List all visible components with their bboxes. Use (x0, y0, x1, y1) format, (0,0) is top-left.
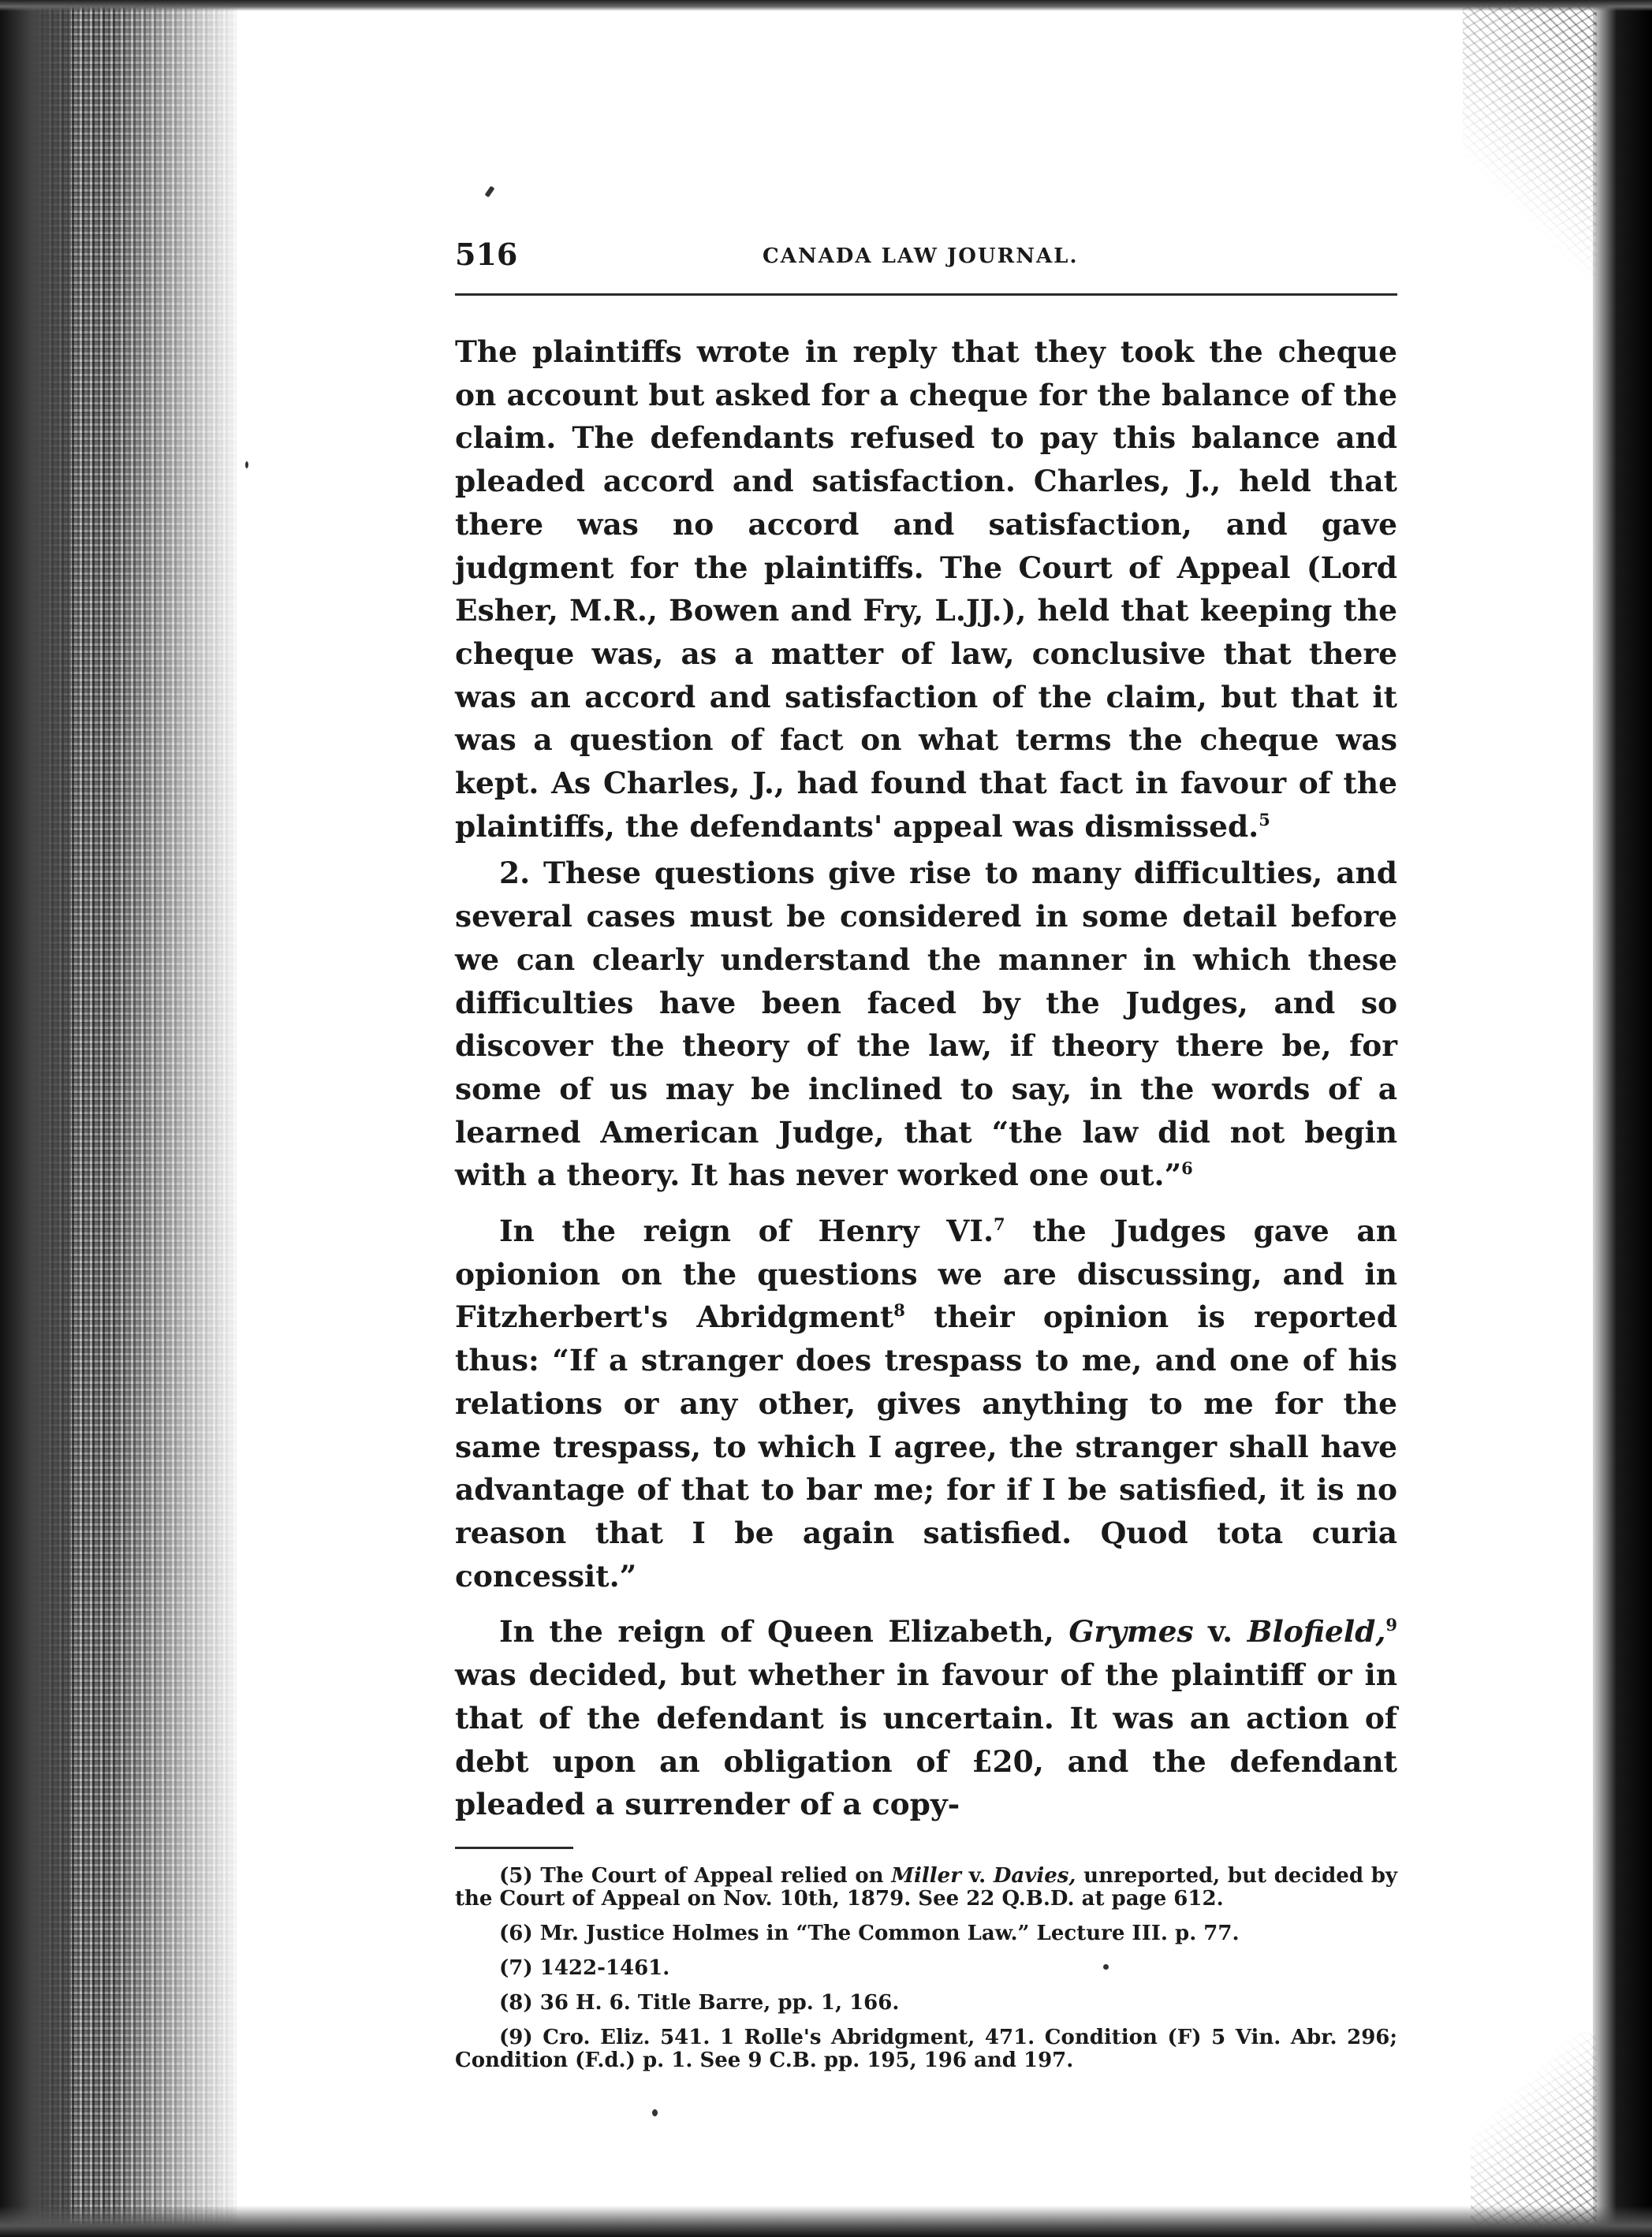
case-name: Miller (891, 1863, 961, 1888)
footnotes (455, 1865, 1397, 2072)
case-name: Davies, (993, 1863, 1076, 1888)
stray-dot (245, 461, 248, 468)
stray-mark (485, 186, 495, 198)
body-text (455, 330, 1397, 1826)
paragraph-text: In the reign of Queen Elizabeth, (499, 1614, 1069, 1650)
paragraph (455, 1210, 1397, 1598)
header-rule (455, 293, 1397, 296)
paragraph-text: In the reign of Henry VI. (499, 1214, 994, 1249)
footnote-text: (5) The Court of Appeal relied on (499, 1863, 892, 1888)
footnote-ref: 6 (1181, 1158, 1193, 1179)
footnote-7: (7) 1422-1461. (499, 1956, 670, 1980)
paragraph-text: 2. These questions give rise to many difficulties, and several cases must be considered in some detail before we can clearly understand the manner in which these difficulties have been faced by the Judges, and so discover the theory of the law, if theory there be, for some of us may be inclined to say, in the words of a learned American Judge, that “the law did not begin with a theory. It has never worked one out.” (455, 856, 1397, 1193)
paragraph-text: The plaintiffs wrote in reply that they took the cheque on account but asked for a cheque for the balance of the claim. The defendants refused to pay this balance and pleaded accord and satisfaction. Charles, J., held that there was no accord and satisfaction, and gave judgment for the plaintiffs. The Court of Appeal (Lord Esher, M.R., Bowen and Fry, L.JJ.), held that keeping the cheque was, as a matter of law, conclusive that there was an accord and satisfaction of the claim, but that it was a question of fact on what terms the cheque was kept. As Charles, J., had found that fact in favour of the plaintiffs, the defendants' appeal was dismissed. (455, 334, 1397, 844)
footnote-ref: 5 (1259, 809, 1270, 830)
footnote-5 (455, 1865, 1397, 1911)
right-edge-dark (1593, 0, 1652, 2237)
footnote-6: (6) Mr. Justice Holmes in “The Common Law.” Lecture III. p. 77. (499, 1921, 1240, 1945)
footnote-text: v. (960, 1863, 994, 1888)
footnote-ref: 7 (994, 1214, 1005, 1235)
paragraph-text: the Judges gave an opionion on the questions we are discussing, and in Fitzherbert's Abridgment (455, 1214, 1397, 1335)
footnote-9: (9) Cro. Eliz. 541. 1 Rolle's Abridgment, 471. Condition (F) 5 Vin. Abr. 296; Condition (F.d.) p. 1. See 9 C.B. pp. 195, 196 and 197. (455, 2025, 1397, 2072)
paragraph-text: v. (1193, 1614, 1247, 1650)
footnote-ref: 9 (1385, 1615, 1398, 1635)
top-edge (0, 0, 1652, 11)
case-name: Blofield, (1247, 1614, 1386, 1650)
footnote-8: (8) 36 H. 6. Title Barre, pp. 1, 166. (499, 1990, 900, 2015)
bottom-edge (0, 2205, 1652, 2237)
journal-title: CANADA LAW JOURNAL. (763, 244, 1079, 268)
case-name: Grymes (1068, 1614, 1194, 1650)
right-top-speckle (1463, 0, 1597, 284)
running-head (455, 237, 1397, 276)
paragraph (455, 852, 1397, 1197)
page-content (455, 237, 1397, 2084)
footnote-text: unreported, but decided by the Court of Appeal on Nov. 10th, 1879. See 22 Q.B.D. at page 612. (455, 1863, 1397, 1911)
paragraph-text: their opinion is reported thus: “If a stranger does trespass to me, and one of his relations or any other, gives anything to me for the same trespass, to which I agree, the stranger shall have advantage of that to bar me; for if I be satisfied, it is no reason that I be again satisfied. Quod tota curia concessit.” (455, 1299, 1397, 1594)
footnote-ref: 8 (893, 1300, 905, 1321)
paragraph-text: was decided, but whether in favour of the plaintiff or in that of the defendant is uncertain. It was an action of debt upon an obligation of £20, and the defendant pleaded a surrender of a copy- (455, 1657, 1397, 1822)
stray-dot (652, 2109, 658, 2116)
paragraph (455, 1610, 1397, 1826)
page-number: 516 (455, 237, 518, 272)
footnote-rule (455, 1847, 573, 1849)
left-edge-dark (0, 0, 71, 2237)
paragraph (455, 330, 1397, 848)
